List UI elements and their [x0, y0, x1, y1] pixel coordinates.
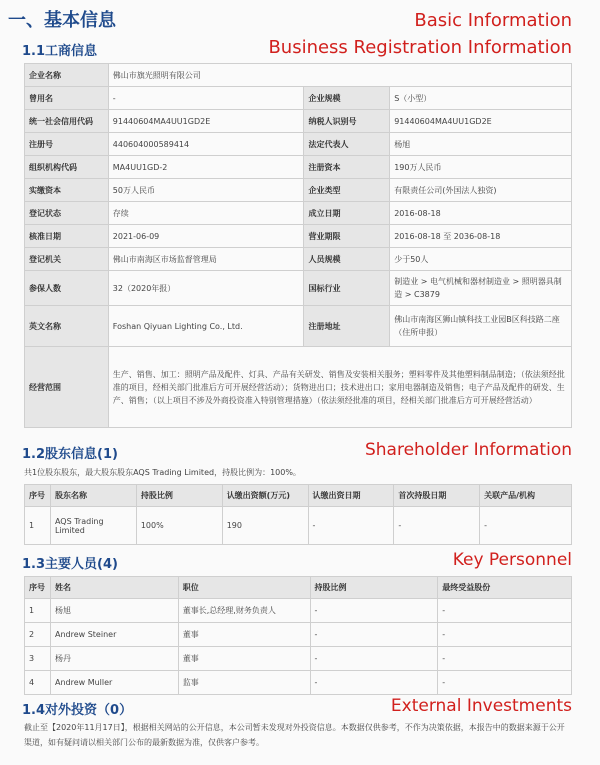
table-header-row: [25, 577, 572, 599]
column-header: 持股比例: [310, 577, 438, 599]
section-title-basic-info: 一、基本信息: [8, 10, 116, 31]
field-value: 2021-06-09: [108, 225, 304, 248]
table-cell: 100%: [136, 507, 222, 545]
person-name-link[interactable]: Andrew Steiner: [50, 623, 178, 647]
person-name-link[interactable]: Andrew Muller: [50, 671, 178, 695]
table-cell: 董事长,总经理,财务负责人: [178, 599, 310, 623]
table-cell: -: [438, 599, 572, 623]
table-row: [25, 647, 572, 671]
field-value: 制造业 > 电气机械和器材制造业 > 照明器具制造 > C3879: [390, 271, 572, 306]
field-value: MA4UU1GD-2: [108, 156, 304, 179]
field-label: 英文名称: [25, 306, 109, 347]
field-value: 有限责任公司(外国法人独资): [390, 179, 572, 202]
column-header: 最终受益股份: [438, 577, 572, 599]
field-value: 佛山市南海区市场监督管理局: [108, 248, 304, 271]
field-value: 91440604MA4UU1GD2E: [390, 110, 572, 133]
field-label: 核准日期: [25, 225, 109, 248]
field-label: 注册号: [25, 133, 109, 156]
table-cell: -: [308, 507, 394, 545]
table-row: [25, 64, 572, 87]
column-header: 持股比例: [136, 485, 222, 507]
field-value: 2016-08-18: [390, 202, 572, 225]
table-row: [25, 225, 572, 248]
field-label: 组织机构代码: [25, 156, 109, 179]
table-row: [25, 306, 572, 347]
field-label: 注册资本: [304, 156, 390, 179]
column-header: 序号: [25, 577, 51, 599]
table-cell: 4: [25, 671, 51, 695]
field-value: 存续: [108, 202, 304, 225]
field-label: 企业类型: [304, 179, 390, 202]
table-row: [25, 156, 572, 179]
field-value: 50万人民币: [108, 179, 304, 202]
field-value: 少于50人: [390, 248, 572, 271]
field-label: 经营范围: [25, 347, 109, 428]
table-row: [25, 623, 572, 647]
field-label: 注册地址: [304, 306, 390, 347]
table-row: [25, 133, 572, 156]
subsection-title-business-registration: 1.1工商信息: [22, 44, 98, 59]
field-label: 成立日期: [304, 202, 390, 225]
key-personnel-table: [24, 576, 572, 695]
person-name-link[interactable]: 杨旭: [50, 599, 178, 623]
subsection-title-key-personnel-en: Key Personnel: [452, 550, 572, 570]
field-value: 佛山市南海区狮山镇科技工业园B区科技路二座（住所申报）: [390, 306, 572, 347]
field-label: 企业规模: [304, 87, 390, 110]
column-header: 认缴出资日期: [308, 485, 394, 507]
table-row: [25, 671, 572, 695]
field-value: S（小型）: [390, 87, 572, 110]
shareholder-table: [24, 484, 572, 545]
column-header: 认缴出资额(万元): [222, 485, 308, 507]
table-cell: 董事: [178, 623, 310, 647]
field-label: 登记机关: [25, 248, 109, 271]
table-cell: -: [438, 671, 572, 695]
section-title-basic-info-en: Basic Information: [414, 10, 572, 31]
subsection-title-business-registration-en: Business Registration Information: [268, 37, 572, 58]
subsection-title-key-personnel: 1.3主要人员(4): [22, 557, 118, 572]
subsection-title-external-investments: 1.4对外投资（0）: [22, 703, 133, 718]
subsection-title-shareholders-en: Shareholder Information: [364, 440, 572, 460]
column-header: 股东名称: [50, 485, 136, 507]
table-row: [25, 87, 572, 110]
data-disclaimer: 截止至【2020年11月17日】，根据相关网站的公开信息，本公司暂未发现对外投资信息。本数据仅供参考，不作为决策依据，本报告中的数据来源于公开渠道，如有疑问请以相关部门公布的最新数据为准，仅供客户参考。: [24, 723, 565, 747]
field-label: 纳税人识别号: [304, 110, 390, 133]
field-label: 统一社会信用代码: [25, 110, 109, 133]
field-label: 人员规模: [304, 248, 390, 271]
table-cell: -: [310, 671, 438, 695]
table-cell: -: [310, 647, 438, 671]
table-row: [25, 599, 572, 623]
table-row: [25, 202, 572, 225]
field-value: 佛山市旗光照明有限公司: [108, 64, 571, 87]
table-cell: 监事: [178, 671, 310, 695]
column-header: 关联产品/机构: [480, 485, 572, 507]
field-label: 法定代表人: [304, 133, 390, 156]
field-value: 2016-08-18 至 2036-08-18: [390, 225, 572, 248]
field-label: 国标行业: [304, 271, 390, 306]
column-header: 姓名: [50, 577, 178, 599]
field-label: 营业期限: [304, 225, 390, 248]
table-cell: -: [438, 623, 572, 647]
column-header: 序号: [25, 485, 51, 507]
table-cell: -: [394, 507, 480, 545]
subsection-title-external-investments-en: External Investments: [390, 696, 572, 716]
table-cell: -: [310, 623, 438, 647]
table-cell: 3: [25, 647, 51, 671]
business-registration-table: [24, 63, 572, 428]
field-value: 杨旭: [390, 133, 572, 156]
table-row: [25, 271, 572, 306]
field-label: 登记状态: [25, 202, 109, 225]
table-row: [25, 248, 572, 271]
table-cell: 1: [25, 507, 51, 545]
table-cell: -: [310, 599, 438, 623]
person-name-link[interactable]: 杨丹: [50, 647, 178, 671]
table-row: [25, 110, 572, 133]
table-header-row: [25, 485, 572, 507]
shareholder-summary: 共1位股东股东，最大股东股东AQS Trading Limited，持股比例为：100%。: [24, 468, 301, 477]
table-cell: 2: [25, 623, 51, 647]
field-value: Foshan Qiyuan Lighting Co., Ltd.: [108, 306, 304, 347]
table-row: [25, 507, 572, 545]
field-value: 440604000589414: [108, 133, 304, 156]
field-value: 32（2020年报）: [108, 271, 304, 306]
table-row: [25, 179, 572, 202]
field-label: 实缴资本: [25, 179, 109, 202]
table-cell: 190: [222, 507, 308, 545]
table-cell: 董事: [178, 647, 310, 671]
column-header: 首次持股日期: [394, 485, 480, 507]
field-label: 企业名称: [25, 64, 109, 87]
shareholder-name-link[interactable]: AQS Trading Limited: [50, 507, 136, 545]
field-label: 参保人数: [25, 271, 109, 306]
field-value: 生产、销售、加工：照明产品及配件、灯具、产品有关研发、销售及安装相关服务；塑料零件及其他塑料制品制造；（依法须经批准的项目，经相关部门批准后方可开展经营活动）；货物进出口；技术进出口；家用电器制造及销售；电子产品及配件的研发、生产、销售；（以上项目不涉及外商投资准入特别管理措施）（依法须经批准的项目，经相关部门批准后方可开展经营活动）: [108, 347, 571, 428]
subsection-title-shareholders: 1.2股东信息(1): [22, 447, 118, 462]
table-row: [25, 347, 572, 428]
column-header: 职位: [178, 577, 310, 599]
field-value: 190万人民币: [390, 156, 572, 179]
table-cell: -: [480, 507, 572, 545]
table-cell: 1: [25, 599, 51, 623]
field-value: -: [108, 87, 304, 110]
field-label: 曾用名: [25, 87, 109, 110]
table-cell: -: [438, 647, 572, 671]
field-value: 91440604MA4UU1GD2E: [108, 110, 304, 133]
